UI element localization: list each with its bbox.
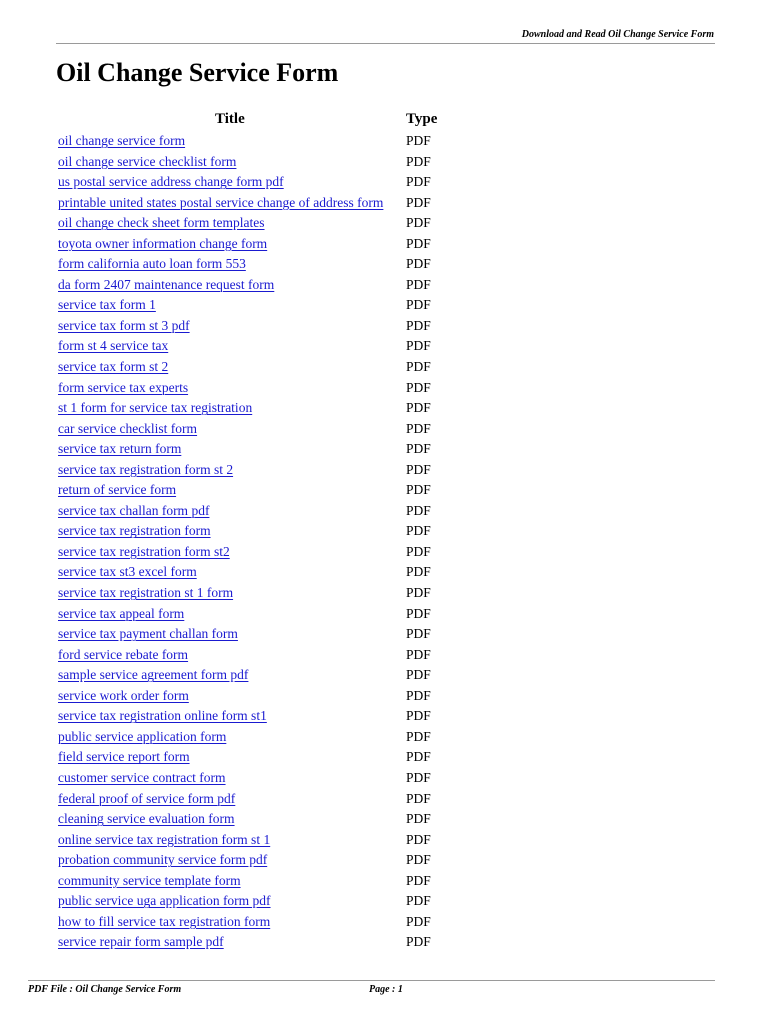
file-type-label: PDF xyxy=(406,646,431,662)
table-row xyxy=(58,850,458,871)
file-type-label: PDF xyxy=(406,543,431,559)
table-row xyxy=(58,501,458,522)
document-link[interactable]: service tax registration form st2 xyxy=(58,543,230,559)
table-row xyxy=(58,624,458,645)
file-type-label: PDF xyxy=(406,461,431,477)
file-type-label: PDF xyxy=(406,667,431,683)
document-link[interactable]: service tax registration form xyxy=(58,523,211,539)
footer-file-label: PDF File : Oil Change Service Form xyxy=(28,984,182,995)
file-type-label: PDF xyxy=(406,441,431,457)
document-link[interactable]: sample service agreement form pdf xyxy=(58,667,249,683)
file-type-label: PDF xyxy=(406,934,431,950)
file-type-label: PDF xyxy=(406,194,431,210)
document-link[interactable]: service tax appeal form xyxy=(58,605,185,621)
file-type-label: PDF xyxy=(406,872,431,888)
document-link[interactable]: form st 4 service tax xyxy=(58,338,169,354)
table-row xyxy=(58,193,458,214)
document-link[interactable]: service tax challan form pdf xyxy=(58,502,210,518)
file-type-label: PDF xyxy=(406,215,431,231)
document-link[interactable]: service tax form st 3 pdf xyxy=(58,317,190,333)
table-row xyxy=(58,912,458,933)
table-row xyxy=(58,234,458,255)
document-link[interactable]: oil change service checklist form xyxy=(58,153,237,169)
document-link[interactable]: online service tax registration form st 1 xyxy=(58,831,271,847)
document-list xyxy=(58,131,458,953)
table-row xyxy=(58,583,458,604)
file-type-label: PDF xyxy=(406,626,431,642)
table-row xyxy=(58,419,458,440)
table-row xyxy=(58,172,458,193)
file-type-label: PDF xyxy=(406,276,431,292)
file-type-label: PDF xyxy=(406,893,431,909)
file-type-label: PDF xyxy=(406,482,431,498)
document-link[interactable]: service work order form xyxy=(58,687,189,703)
document-link[interactable]: field service report form xyxy=(58,749,190,765)
document-link[interactable]: printable united states postal service change of address form xyxy=(58,194,384,210)
file-type-label: PDF xyxy=(406,852,431,868)
document-link[interactable]: public service uga application form pdf xyxy=(58,893,271,909)
footer-page-label: Page : 1 xyxy=(369,984,403,995)
document-link[interactable]: service tax registration online form st1 xyxy=(58,708,267,724)
document-link[interactable]: toyota owner information change form xyxy=(58,235,268,251)
document-link[interactable]: st 1 form for service tax registration xyxy=(58,400,253,416)
table-row xyxy=(58,316,458,337)
file-type-label: PDF xyxy=(406,256,431,272)
document-link[interactable]: us postal service address change form pdf xyxy=(58,174,284,190)
file-type-label: PDF xyxy=(406,133,431,148)
file-type-label: PDF xyxy=(406,523,431,539)
file-type-label: PDF xyxy=(406,235,431,251)
table-row xyxy=(58,830,458,851)
document-link[interactable]: service tax form st 2 xyxy=(58,359,169,375)
document-link[interactable]: customer service contract form xyxy=(58,769,226,785)
file-type-label: PDF xyxy=(406,811,431,827)
document-link[interactable]: car service checklist form xyxy=(58,420,198,436)
document-link[interactable]: service tax registration form st 2 xyxy=(58,461,234,477)
file-type-label: PDF xyxy=(406,400,431,416)
document-link[interactable]: service tax form 1 xyxy=(58,297,156,313)
document-link[interactable]: ford service rebate form xyxy=(58,646,189,662)
table-row xyxy=(58,295,458,316)
file-type-label: PDF xyxy=(406,831,431,847)
file-type-label: PDF xyxy=(406,605,431,621)
document-link[interactable]: service tax st3 excel form xyxy=(58,564,197,580)
document-link[interactable]: da form 2407 maintenance request form xyxy=(58,276,275,292)
table-row xyxy=(58,645,458,666)
table-row xyxy=(58,152,458,173)
file-type-label: PDF xyxy=(406,585,431,601)
table-row xyxy=(58,747,458,768)
file-type-label: PDF xyxy=(406,749,431,765)
document-link[interactable]: oil change service form xyxy=(58,133,186,148)
file-type-label: PDF xyxy=(406,338,431,354)
table-row xyxy=(58,727,458,748)
document-link[interactable]: service tax registration st 1 form xyxy=(58,585,234,601)
table-row xyxy=(58,336,458,357)
header-divider xyxy=(56,43,715,44)
file-type-label: PDF xyxy=(406,153,431,169)
table-row xyxy=(58,932,458,953)
file-type-label: PDF xyxy=(406,174,431,190)
file-type-label: PDF xyxy=(406,687,431,703)
table-row xyxy=(58,131,458,152)
document-link[interactable]: oil change check sheet form templates xyxy=(58,215,265,231)
page-title: Oil Change Service Form xyxy=(56,58,339,87)
table-row xyxy=(58,254,458,275)
file-type-label: PDF xyxy=(406,297,431,313)
table-row xyxy=(58,891,458,912)
table-row xyxy=(58,768,458,789)
table-row xyxy=(58,789,458,810)
table-row xyxy=(58,460,458,481)
table-row xyxy=(58,521,458,542)
table-row xyxy=(58,357,458,378)
document-link[interactable]: probation community service form pdf xyxy=(58,852,268,868)
table-row xyxy=(58,275,458,296)
file-type-label: PDF xyxy=(406,769,431,785)
table-row xyxy=(58,562,458,583)
table-row xyxy=(58,706,458,727)
table-row xyxy=(58,604,458,625)
table-row xyxy=(58,480,458,501)
document-link[interactable]: federal proof of service form pdf xyxy=(58,790,236,806)
table-row xyxy=(58,542,458,563)
document-link[interactable]: form california auto loan form 553 xyxy=(58,256,246,272)
file-type-label: PDF xyxy=(406,728,431,744)
column-header-title: Title xyxy=(215,111,245,127)
document-link[interactable]: service repair form sample pdf xyxy=(58,934,224,950)
file-type-label: PDF xyxy=(406,359,431,375)
document-link[interactable]: service tax return form xyxy=(58,441,182,457)
table-row xyxy=(58,871,458,892)
table-row xyxy=(58,398,458,419)
header-running-title: Download and Read Oil Change Service Form xyxy=(521,29,714,40)
document-link[interactable]: how to fill service tax registration form xyxy=(58,913,271,929)
document-link[interactable]: service tax payment challan form xyxy=(58,626,238,642)
table-row xyxy=(58,809,458,830)
document-link[interactable]: community service template form xyxy=(58,872,241,888)
table-row xyxy=(58,439,458,460)
table-row xyxy=(58,378,458,399)
file-type-label: PDF xyxy=(406,420,431,436)
file-type-label: PDF xyxy=(406,913,431,929)
document-link[interactable]: return of service form xyxy=(58,482,177,498)
table-row xyxy=(58,213,458,234)
file-type-label: PDF xyxy=(406,708,431,724)
footer-divider xyxy=(28,980,715,981)
file-type-label: PDF xyxy=(406,564,431,580)
table-row xyxy=(58,686,458,707)
file-type-label: PDF xyxy=(406,502,431,518)
document-link[interactable]: public service application form xyxy=(58,728,227,744)
document-link[interactable]: cleaning service evaluation form xyxy=(58,811,235,827)
file-type-label: PDF xyxy=(406,317,431,333)
column-header-type: Type xyxy=(406,111,438,127)
table-row xyxy=(58,665,458,686)
file-type-label: PDF xyxy=(406,379,431,395)
document-link[interactable]: form service tax experts xyxy=(58,379,189,395)
file-type-label: PDF xyxy=(406,790,431,806)
